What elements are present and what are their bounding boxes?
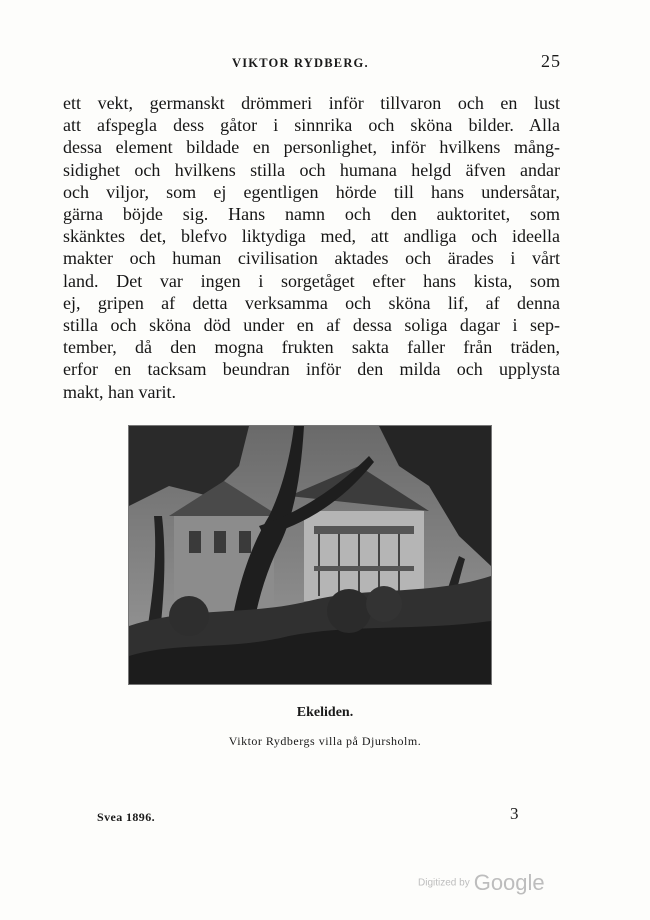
text-line: makt, han varit. — [63, 381, 176, 402]
text-line: skänktes det, blefvo liktydiga med, att andliga och ideella — [63, 226, 560, 247]
page-number: 25 — [541, 51, 561, 71]
text-line: erfor en tacksam beundran inför den milda och upplysta — [63, 359, 560, 380]
photo-illustration — [129, 426, 491, 684]
villa-photograph — [128, 425, 492, 685]
watermark-brand: Google — [473, 870, 545, 895]
text-line: och viljor, som ej egentligen hörde till hans undersåtar, — [63, 181, 560, 202]
figure-caption-title: Ekeliden. — [296, 705, 354, 720]
text-line: ej, gripen af detta verksamma och sköna lif, af denna — [63, 292, 560, 313]
figure-caption-subtitle: Viktor Rydbergs villa på Djursholm. — [228, 734, 422, 748]
digitization-watermark — [418, 870, 545, 896]
text-line: att afspegla dess gåtor i sinnrika och sköna bilder. Alla — [63, 115, 560, 136]
text-line: dessa element bildade en personlighet, inför hvilkens mång- — [63, 137, 560, 158]
printer-signature: Svea 1896. — [97, 810, 155, 824]
page-header — [60, 50, 560, 74]
text-line: ett vekt, germanskt drömmeri inför tillvaron och en lust — [63, 93, 560, 113]
running-head: VIKTOR RYDBERG. — [232, 56, 369, 70]
text-line: land. Det var ingen i sorgetåget efter hans kista, som — [63, 270, 560, 291]
text-line: stilla och sköna död under en af dessa soliga dagar i sep- — [63, 315, 560, 336]
text-line: sidighet och hvilkens stilla och humana helgd äfven andar — [63, 159, 560, 180]
text-line: makter och human civilisation aktades och ärades i vårt — [63, 248, 560, 269]
sheet-mark: 3 — [510, 804, 519, 823]
body-paragraph — [63, 92, 560, 403]
text-line: tember, då den mogna frukten sakta faller från träden, — [63, 337, 560, 358]
text-line: gärna böjde sig. Hans namn och den auktoritet, som — [63, 204, 560, 225]
watermark-prefix: Digitized by — [418, 877, 470, 889]
